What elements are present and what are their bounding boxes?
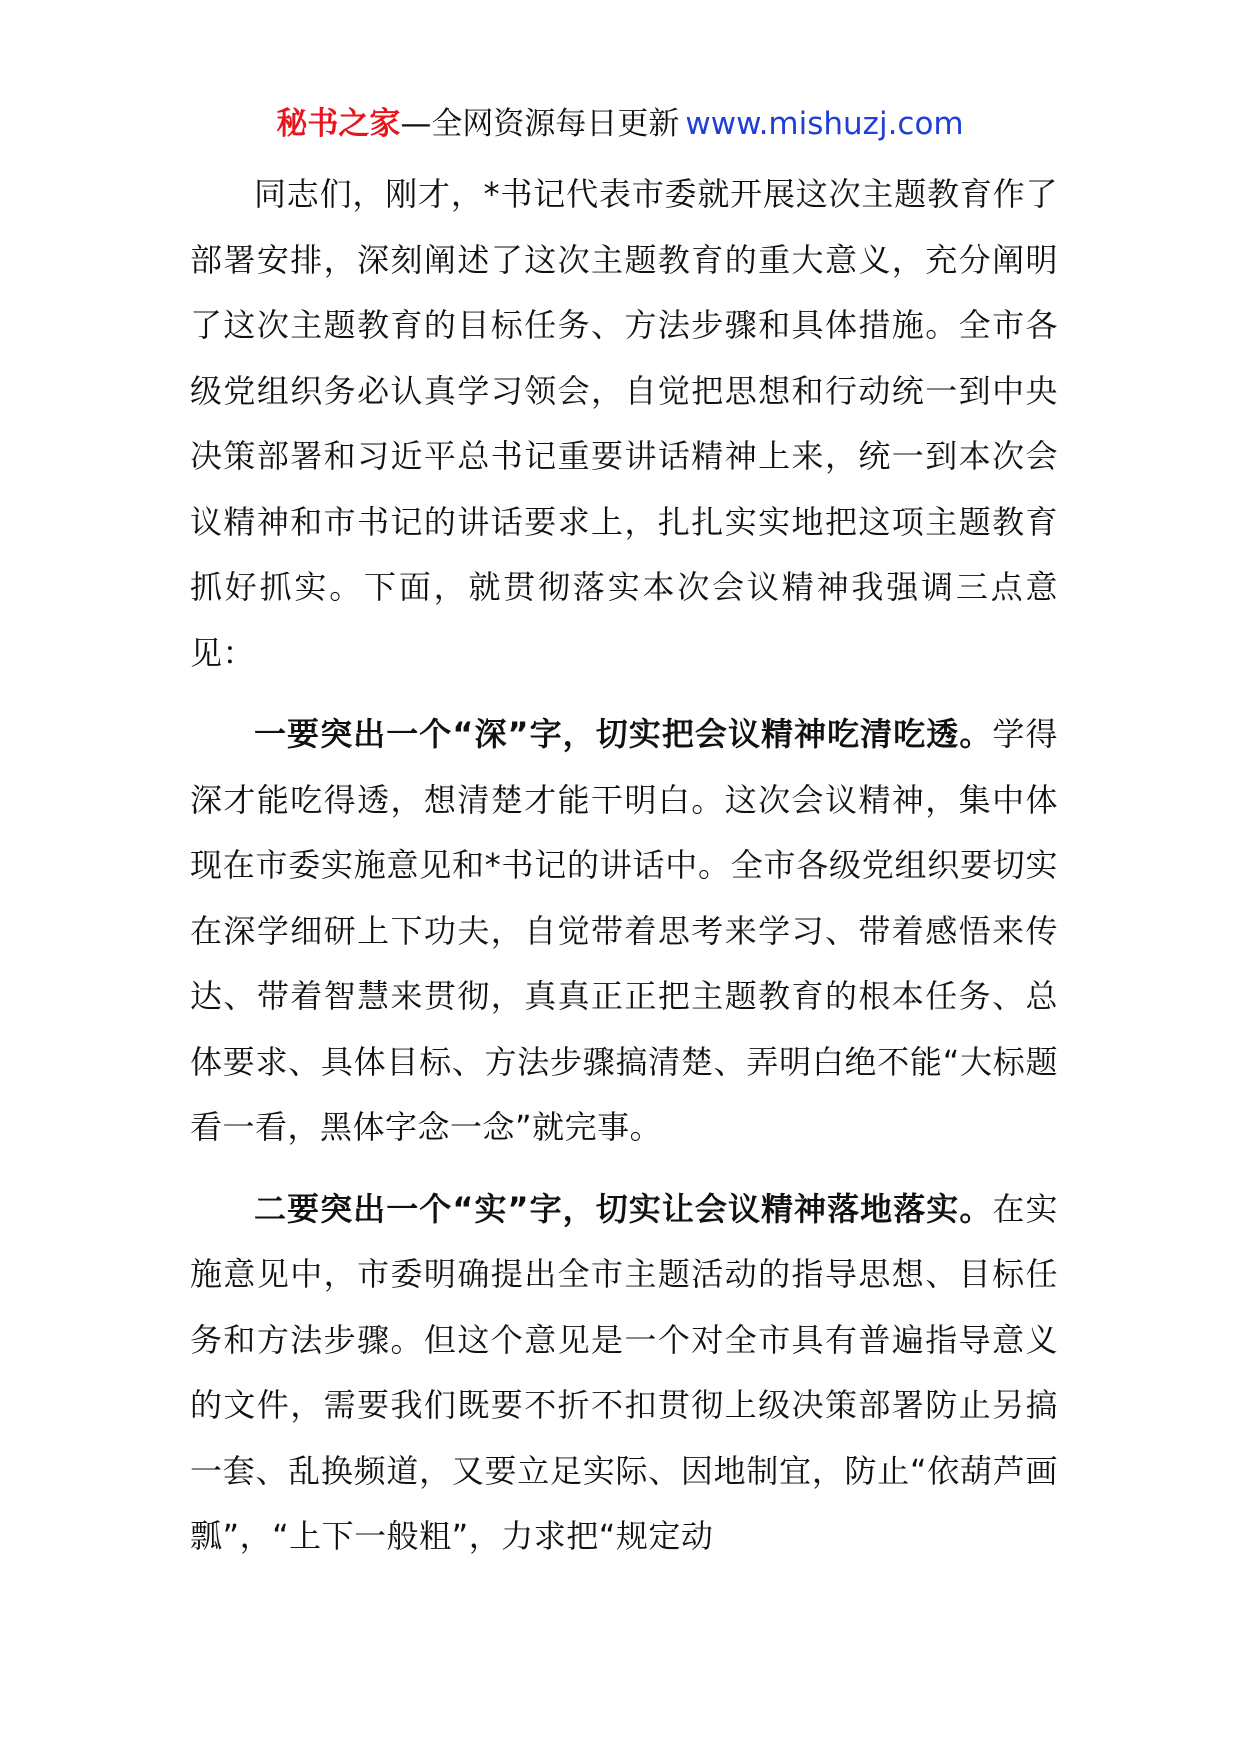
page-header [0, 100, 1240, 148]
paragraph-lead: 二要突出一个“实”字，切实让会议精神落地落实。 [254, 1189, 993, 1228]
document-body [190, 162, 1058, 1570]
paragraph-text: 学得深才能吃得透，想清楚才能干明白。这次会议精神，集中体现在市委实施意见和*书记的讲话中。全市各级党组织要切实在深学细研上下功夫，自觉带着思考来学习、带着感悟来传达、带着智慧来贯彻，真真正正把主题教育的根本任务、总体要求、具体目标、方法步骤搞清楚、弄明白绝不能“大标题看一看，黑体字念一念”就完事。 [190, 715, 1058, 1146]
paragraph-intro [190, 162, 1058, 686]
header-slogan: —全网资源每日更新 [400, 106, 680, 142]
paragraph-text: 同志们，刚才，*书记代表市委就开展这次主题教育作了部署安排，深刻阐述了这次主题教育的重大意义，充分阐明了这次主题教育的目标任务、方法步骤和具体措施。全市各级党组织务必认真学习领会，自觉把思想和行动统一到中央决策部署和习近平总书记重要讲话精神上来，统一到本次会议精神和市书记的讲话要求上，扎扎实实地把这项主题教育抓好抓实。下面，就贯彻落实本次会议精神我强调三点意见： [190, 175, 1058, 672]
paragraph-text: 在实施意见中，市委明确提出全市主题活动的指导思想、目标任务和方法步骤。但这个意见是一个对全市具有普遍指导意义的文件，需要我们既要不折不扣贯彻上级决策部署防止另搞一套、乱换频道，又要立足实际、因地制宜，防止“依葫芦画瓢”，“上下一般粗”，力求把“规定动 [190, 1189, 1058, 1555]
website-link[interactable]: www.mishuzj.com [685, 106, 964, 142]
brand-name: 秘书之家 [276, 106, 401, 142]
paragraph-point-two [190, 1177, 1058, 1570]
paragraph-point-one [190, 702, 1058, 1161]
paragraph-lead: 一要突出一个“深”字，切实把会议精神吃清吃透。 [254, 715, 993, 753]
